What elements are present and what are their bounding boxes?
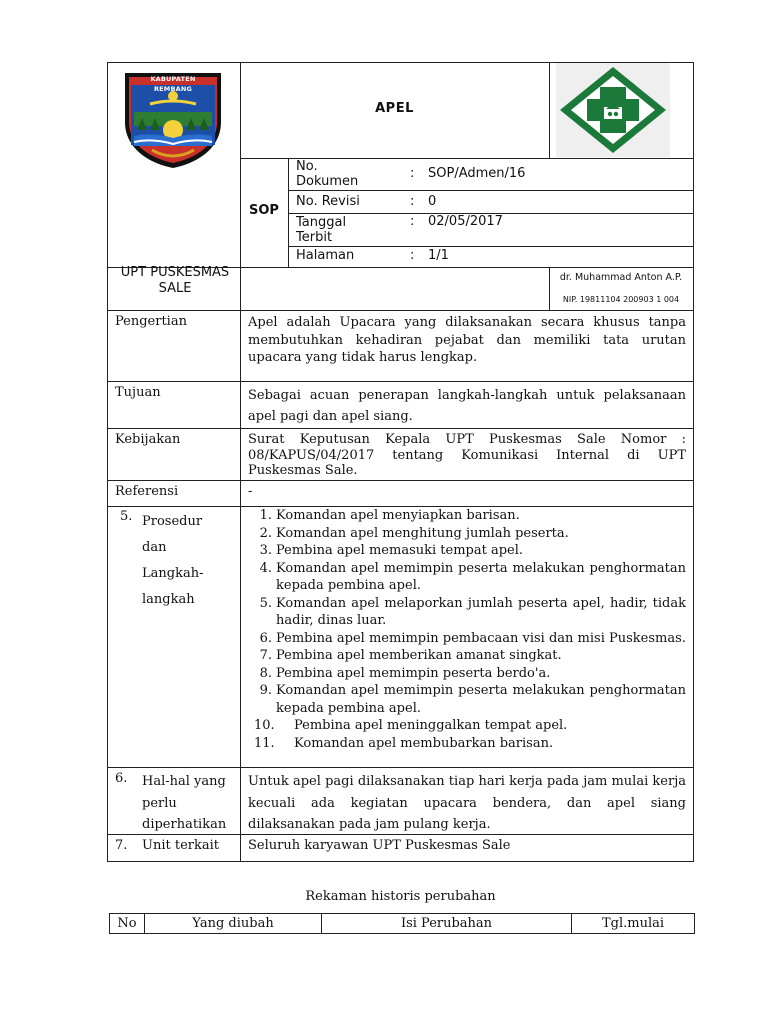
step-number: 6. [259,630,272,646]
document-title: APEL [375,101,414,116]
meta-label-halaman: Halaman [296,248,355,263]
text-referensi: - [248,484,253,499]
step-number: 8. [259,665,272,681]
step-text: Pembina apel memimpin pembacaan visi dan misi Puskesmas. [276,630,686,646]
label-kebijakan: Kebijakan [115,432,181,447]
meta-colon: : [410,166,415,181]
label-tujuan: Tujuan [115,385,161,400]
step-text: Pembina apel memberikan amanat singkat. [276,648,562,663]
text-tujuan: Sebagai acuan penerapan langkah-langkah untuk pelaksanaan apel pagi dan apel siang. [248,388,686,424]
step-number: 3. [259,543,272,558]
signatory-nip: NIP. 19811104 200903 1 004 [562,295,680,304]
signatory-name: dr. Muhammad Anton A.P. [559,272,683,283]
history-col-isi-perubahan: Isi Perubahan [400,916,493,931]
label-referensi: Referensi [115,484,179,499]
list-item [246,507,686,525]
meta-colon: : [410,214,415,229]
step-text: Komandan apel memimpin peserta melakukan penghormatan kepada pembina apel. [276,560,686,593]
step-text: Komandan apel membubarkan barisan. [294,735,554,751]
history-col-yang-diubah: Yang diubah [192,916,274,931]
puskesmas-logo [556,63,670,157]
list-item [246,560,686,595]
history-col-no: No [117,916,137,931]
step-number: 4. [259,560,272,576]
history-col-tgl-mulai: Tgl.mulai [601,916,665,931]
meta-label-no-dokumen: No. Dokumen [296,159,359,189]
list-item [246,647,686,665]
meta-colon: : [410,194,415,209]
step-number: 1. [259,508,272,523]
text-unit-terkait: Seluruh karyawan UPT Puskesmas Sale [248,838,511,853]
step-number: 5. [259,595,272,611]
meta-value-no-dokumen: SOP/Admen/16 [428,166,526,181]
step-text: Pembina apel memimpin peserta berdo'a. [276,665,551,681]
step-number: 10. [254,718,275,733]
step-number: 7. [259,648,272,663]
list-item [246,595,686,630]
step-text: Komandan apel melaporkan jumlah peserta apel, hadir, tidak hadir, dinas luar. [276,595,686,628]
list-item [246,735,686,753]
meta-label-tanggal-terbit: Tanggal Terbit [296,215,347,245]
history-title: Rekaman historis perubahan [305,889,496,904]
meta-value-halaman: 1/1 [428,248,449,263]
text-hal-hal: Untuk apel pagi dilaksanakan tiap hari kerja pada jam mulai kerja kecuali ada kegiatan upacara bendera, dan apel siang dilaksanakan pada jam pulang kerja. [248,774,686,832]
prosedur-number: 5. [120,509,133,524]
label-hal-hal: Hal-hal yang perlu diperhatikan [142,774,227,832]
meta-colon: : [410,248,415,263]
text-pengertian: Apel adalah Upacara yang dilaksanakan secara khusus tanpa membutuhkan kehadiran pejabat dan memiliki tata urutan upacara yang tidak harus lengkap. [248,315,686,365]
list-item [246,682,686,717]
sop-label: SOP [249,203,279,218]
step-number: 9. [259,683,272,698]
step-number: 2. [259,525,272,541]
step-text: Komandan apel menyiapkan barisan. [276,508,520,523]
regency-label: KABUPATEN REMBANG [150,75,196,93]
list-item [246,542,686,560]
step-text: Komandan apel memimpin peserta melakukan penghormatan kepada pembina apel. [276,683,686,716]
meta-value-tanggal-terbit: 02/05/2017 [428,214,503,229]
step-text: Pembina apel meninggalkan tempat apel. [294,718,568,733]
prosedur-steps [246,507,686,752]
hal-hal-number: 6. [115,771,128,786]
list-item [246,665,686,683]
list-item [246,525,686,543]
step-text: Komandan apel menghitung jumlah peserta. [276,525,569,541]
step-text: Pembina apel memasuki tempat apel. [276,543,524,558]
meta-value-no-revisi: 0 [428,194,437,209]
list-item [246,630,686,648]
unit-terkait-number: 7. [115,838,128,853]
organization-name: UPT PUSKESMAS SALE [120,265,230,296]
label-unit-terkait: Unit terkait [142,838,219,853]
meta-label-no-revisi: No. Revisi [296,194,360,209]
step-number: 11. [254,735,275,751]
label-pengertian: Pengertian [115,314,187,329]
label-prosedur: Prosedur dan Langkah-langkah [142,514,204,607]
list-item [246,717,686,735]
text-kebijakan: Surat Keputusan Kepala UPT Puskesmas Sale Nomor : 08/KAPUS/04/2017 tentang Komunikasi Internal di UPT Puskesmas Sale. [248,432,686,478]
